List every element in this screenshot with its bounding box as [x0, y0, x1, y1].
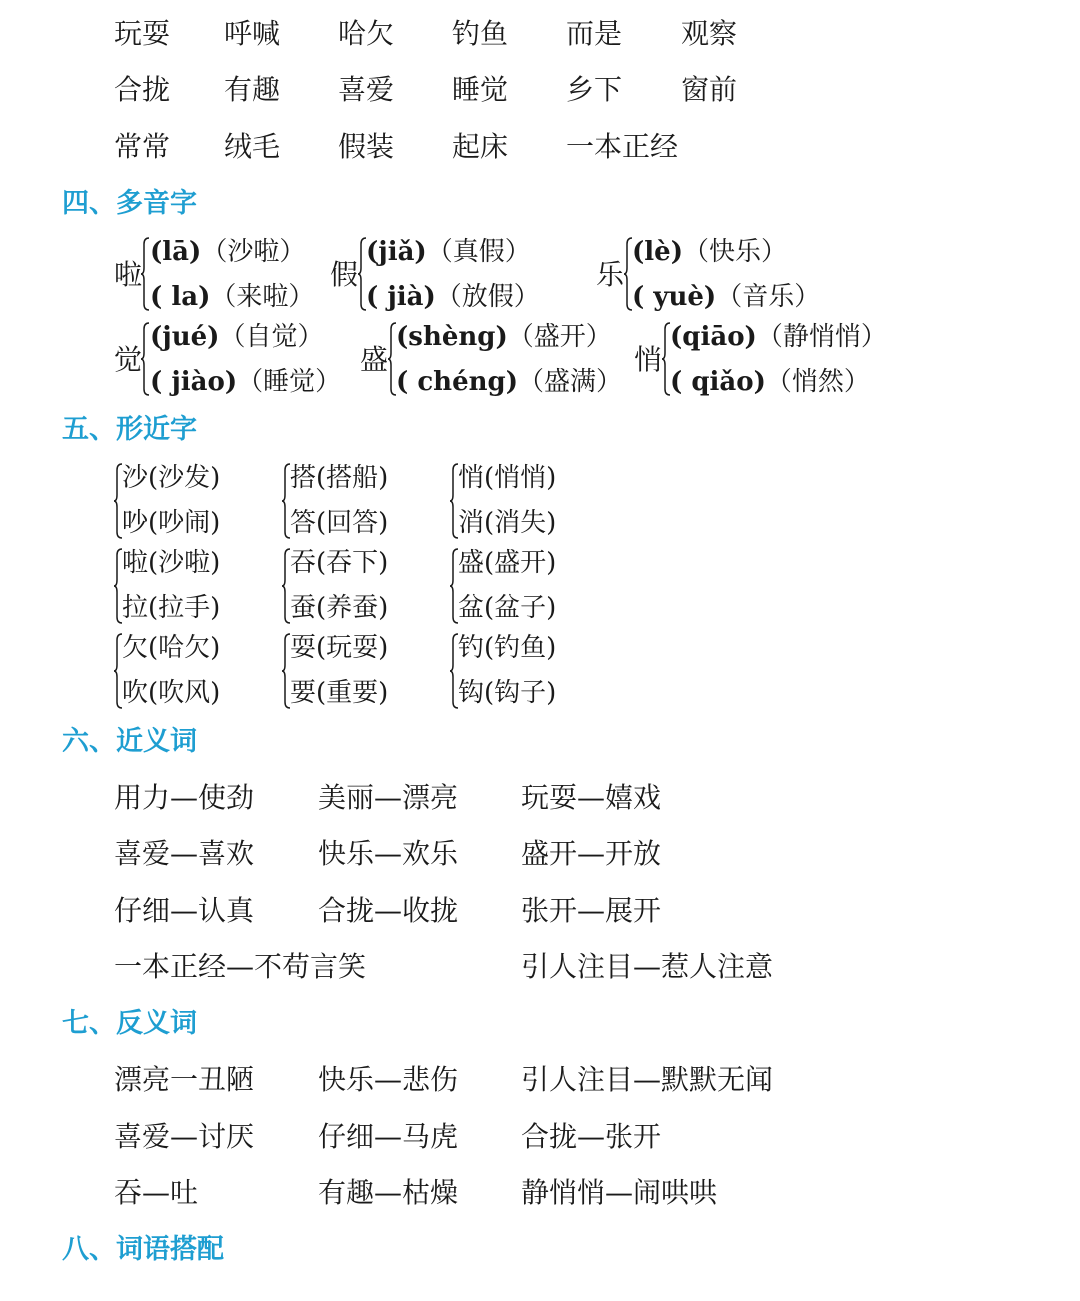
synonym-pair: 快乐—欢乐: [318, 837, 459, 870]
synonym-pair: 合拢—收拢: [318, 894, 459, 927]
synonym-pair: 引人注目—惹人注意: [521, 950, 774, 983]
example-word: （盛满）: [518, 367, 623, 397]
word-item: 绒毛: [224, 130, 281, 163]
example-word: （悄然）: [765, 367, 870, 397]
example-word: （盛开）: [507, 322, 612, 352]
synonym-pair: 喜爱—喜欢: [114, 837, 255, 870]
polyphone-line: [150, 321, 323, 353]
polyphone-line: [396, 321, 612, 353]
pinyin: ( jià): [366, 282, 436, 312]
synonym-pair: 仔细—认真: [114, 894, 255, 927]
similar-char-item: 吵(吵闹): [122, 508, 221, 538]
polyphone-char: 觉: [114, 343, 143, 376]
similar-char-item: 搭(搭船): [290, 463, 389, 493]
polyphone-char: 乐: [596, 258, 625, 291]
similar-char-item: 答(回答): [290, 508, 389, 538]
word-item: 观察: [681, 17, 738, 50]
antonym-pair: 漂亮一丑陋: [114, 1063, 255, 1096]
synonym-pair: 用力—使劲: [114, 781, 255, 814]
example-word: （静悄悄）: [756, 322, 887, 352]
word-item: 乡下: [566, 73, 623, 106]
section-heading-polyphones: 四、多音字: [62, 188, 197, 219]
polyphone-line: [632, 236, 787, 268]
synonym-pair: 张开—展开: [521, 894, 662, 927]
word-item: 常常: [114, 130, 171, 163]
pinyin: ( yuè): [632, 282, 717, 312]
antonym-pair: 喜爱—讨厌: [114, 1120, 255, 1153]
word-item: 合拢: [114, 73, 171, 106]
similar-char-item: 消(消失): [458, 508, 557, 538]
example-word: （来啦）: [210, 282, 315, 312]
word-item: 有趣: [224, 73, 281, 106]
pinyin: ( chéng): [396, 367, 519, 397]
pinyin: (jiǎ): [366, 237, 427, 267]
similar-char-item: 要(重要): [290, 678, 389, 708]
similar-char-item: 盛(盛开): [458, 548, 557, 578]
polyphone-char: 盛: [360, 343, 389, 376]
antonym-pair: 合拢—张开: [521, 1120, 662, 1153]
synonym-pair: 美丽—漂亮: [318, 781, 459, 814]
example-word: （睡觉）: [237, 367, 342, 397]
synonym-pair: 一本正经—不苟言笑: [114, 950, 367, 983]
example-word: （快乐）: [683, 237, 788, 267]
polyphone-line: [670, 366, 870, 398]
antonym-pair: 静悄悄—闹哄哄: [521, 1176, 718, 1209]
example-word: （自觉）: [219, 322, 324, 352]
word-item: 哈欠: [338, 17, 395, 50]
polyphone-line: [632, 281, 820, 313]
synonym-pair: 玩耍—嬉戏: [521, 781, 662, 814]
similar-char-item: 盆(盆子): [458, 593, 557, 623]
pinyin: (lā): [150, 237, 202, 267]
antonym-pair: 快乐—悲伤: [318, 1063, 459, 1096]
polyphone-line: [366, 236, 531, 268]
word-item: 起床: [452, 130, 509, 163]
similar-char-item: 蚕(养蚕): [290, 593, 389, 623]
example-word: （真假）: [426, 237, 531, 267]
example-word: （沙啦）: [201, 237, 306, 267]
antonym-pair: 引人注目—默默无闻: [521, 1063, 774, 1096]
word-item: 玩耍: [114, 17, 171, 50]
synonym-pair: 盛开—开放: [521, 837, 662, 870]
polyphone-line: [150, 281, 314, 313]
section-heading-collocations: 八、词语搭配: [62, 1234, 224, 1265]
example-word: （放假）: [435, 282, 540, 312]
pinyin: (lè): [632, 237, 684, 267]
word-item: 睡觉: [452, 73, 509, 106]
polyphone-line: [670, 321, 887, 353]
pinyin: ( qiǎo): [670, 367, 766, 397]
polyphone-char: 啦: [114, 258, 143, 291]
polyphone-char: 悄: [634, 343, 663, 376]
pinyin: (qiāo): [670, 322, 757, 352]
similar-char-item: 沙(沙发): [122, 463, 221, 493]
similar-char-item: 吞(吞下): [290, 548, 389, 578]
polyphone-char: 假: [330, 258, 359, 291]
similar-char-item: 悄(悄悄): [458, 463, 557, 493]
word-item: 窗前: [681, 73, 738, 106]
pinyin: (shèng): [396, 322, 508, 352]
similar-char-item: 吹(吹风): [122, 678, 221, 708]
antonym-pair: 有趣—枯燥: [318, 1176, 459, 1209]
section-heading-similar-chars: 五、形近字: [62, 414, 197, 445]
polyphone-line: [396, 366, 622, 398]
antonym-pair: 仔细—马虎: [318, 1120, 459, 1153]
similar-char-item: 啦(沙啦): [122, 548, 221, 578]
similar-char-item: 钓(钓鱼): [458, 633, 557, 663]
similar-char-item: 耍(玩耍): [290, 633, 389, 663]
word-item: 一本正经: [566, 130, 679, 163]
word-item: 喜爱: [338, 73, 395, 106]
similar-char-item: 钩(钩子): [458, 678, 557, 708]
section-heading-synonyms: 六、近义词: [62, 726, 197, 757]
pinyin: ( jiào): [150, 367, 238, 397]
word-item: 而是: [566, 17, 623, 50]
polyphone-line: [150, 236, 305, 268]
pinyin: ( la): [150, 282, 211, 312]
polyphone-line: [366, 281, 540, 313]
word-item: 钓鱼: [452, 17, 509, 50]
word-item: 呼喊: [224, 17, 281, 50]
example-word: （音乐）: [716, 282, 821, 312]
polyphone-line: [150, 366, 341, 398]
word-item: 假装: [338, 130, 395, 163]
similar-char-item: 拉(拉手): [122, 593, 221, 623]
pinyin: (jué): [150, 322, 220, 352]
antonym-pair: 吞—吐: [114, 1176, 199, 1209]
section-heading-antonyms: 七、反义词: [62, 1008, 197, 1039]
similar-char-item: 欠(哈欠): [122, 633, 221, 663]
